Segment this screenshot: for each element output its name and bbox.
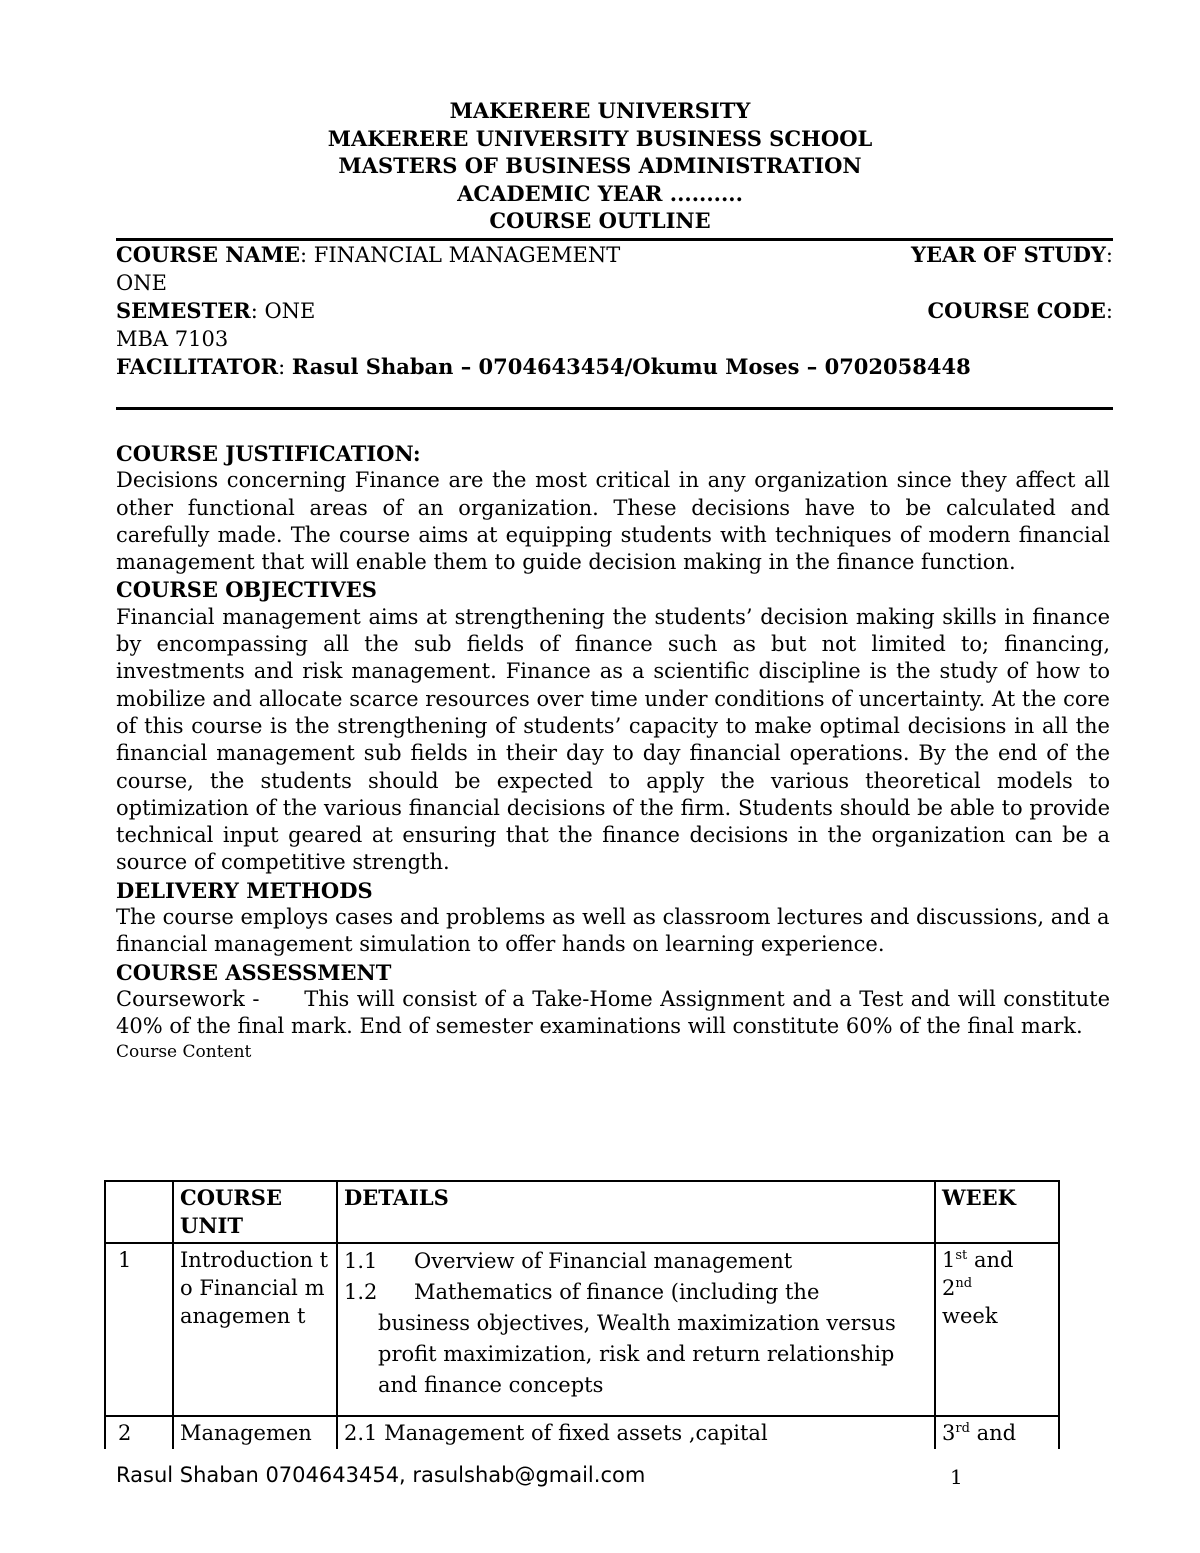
document-header	[0, 97, 1200, 235]
assessment-text: Coursework - This will consist of a Take-Home Assignment and a Test and will constitute 40% of the final mark. End of semester examinations will constitute 60% of the final mark.	[116, 986, 1117, 1039]
university-name: MAKERERE UNIVERSITY	[449, 98, 751, 123]
school-name: MAKERERE UNIVERSITY BUSINESS SCHOOL	[327, 125, 873, 151]
week-and: and	[969, 1421, 1017, 1445]
content-caption: Course Content	[116, 1041, 252, 1062]
row-number: 2	[105, 1416, 173, 1449]
table-row	[105, 1243, 1059, 1416]
week-cell	[935, 1416, 1059, 1449]
facilitator-colon: :	[278, 355, 292, 379]
detail-item	[344, 1277, 928, 1308]
facilitator-row	[116, 353, 1113, 382]
week-word: week	[942, 1304, 998, 1328]
table-row	[105, 1416, 1059, 1449]
delivery-heading: DELIVERY METHODS	[116, 877, 373, 903]
page-footer: Rasul Shaban 0704643454, rasulshab@gmail.com	[116, 1463, 646, 1487]
row-number: 1	[105, 1243, 173, 1416]
week-suffix: st	[955, 1248, 968, 1263]
semester-value: : ONE	[250, 299, 316, 323]
week-cell	[935, 1243, 1059, 1416]
course-name-label: COURSE NAME	[116, 242, 300, 267]
page-number: 1	[950, 1465, 963, 1489]
course-name-row	[116, 241, 1113, 270]
bottom-divider	[116, 407, 1113, 410]
semester-row	[116, 297, 1113, 326]
course-name-value: : FINANCIAL MANAGEMENT	[300, 243, 621, 267]
table-header-cell: COURSE UNIT	[173, 1181, 337, 1243]
detail-text: Overview of Financial management	[414, 1249, 793, 1273]
year-value: ONE	[116, 270, 167, 295]
year-colon: :	[1105, 243, 1113, 267]
course-content-table	[104, 1180, 1060, 1449]
unit-details: 2.1 Management of fixed assets ,capital	[337, 1416, 935, 1449]
week-suffix: rd	[955, 1421, 970, 1436]
course-unit: Introduction to Financial managemen t	[173, 1243, 337, 1416]
facilitator-label: FACILITATOR	[116, 354, 279, 379]
table-header-cell: DETAILS	[337, 1181, 935, 1243]
course-info	[116, 241, 1113, 382]
justification-text: Decisions concerning Finance are the most critical in any organization since they affect all other functional areas of an organization. These decisions have to be calculated and carefully made. The course aims at equipping students with techniques of modern financial management that will enable them to guide decision making in the finance function.	[116, 468, 1110, 575]
detail-item	[344, 1246, 928, 1277]
unit-details	[337, 1243, 935, 1416]
justification-heading: COURSE JUSTIFICATION:	[116, 441, 421, 466]
detail-continuation: business objectives, Wealth maximization versus profit maximization, risk and return relationship and finance concepts	[378, 1311, 896, 1397]
week-number: 1	[942, 1248, 956, 1272]
year-label: YEAR OF STUDY	[911, 242, 1106, 267]
objectives-heading: COURSE OBJECTIVES	[116, 577, 377, 603]
academic-year: ACADEMIC YEAR ..........	[457, 180, 743, 206]
course-code-label: COURSE CODE	[927, 298, 1106, 323]
delivery-text: The course employs cases and problems as well as classroom lectures and discussions, and a financial management simulation to offer hands on learning experience.	[116, 905, 1110, 957]
course-code-value: MBA 7103	[116, 326, 229, 351]
table-header-cell: WEEK	[935, 1181, 1059, 1243]
objectives-text: Financial management aims at strengthening the students’ decision making skills in finance by encompassing all the sub fields of finance such as but not limited to; financing, investments and risk management. Finance as a scientific discipline is the study of how to mobilize and allocate scarce resources over time under conditions of uncertainty. At the core of this course is the strengthening of students’ capacity to make optimal decisions in all the financial management sub fields in their day to day financial operations. By the end of the course, the students should be expected to apply the various theoretical models to optimization of the various financial decisions of the firm. Students should be able to provide technical input geared at ensuring that the finance decisions in the organization can be a source of competitive strength.	[116, 604, 1110, 875]
week-number: 2	[942, 1276, 956, 1300]
document-body	[116, 440, 1117, 1063]
facilitator-value: Rasul Shaban – 0704643454/Okumu Moses – 0702058448	[291, 354, 971, 379]
week-suffix: nd	[955, 1276, 973, 1291]
assessment-heading: COURSE ASSESSMENT	[116, 959, 392, 985]
code-colon: :	[1105, 299, 1113, 323]
detail-number: 1.1	[344, 1249, 378, 1273]
detail-number: 1.2	[344, 1280, 378, 1304]
table-header-cell	[105, 1181, 173, 1243]
document-title: COURSE OUTLINE	[489, 208, 711, 233]
semester-label: SEMESTER	[116, 298, 251, 323]
table-header-row	[105, 1181, 1059, 1243]
detail-text: Mathematics of finance (including the	[414, 1280, 820, 1304]
program-name: MASTERS OF BUSINESS ADMINISTRATION	[338, 153, 862, 178]
course-unit: Managemen	[173, 1416, 337, 1449]
week-and: and	[967, 1248, 1014, 1272]
week-number: 3	[942, 1421, 956, 1445]
